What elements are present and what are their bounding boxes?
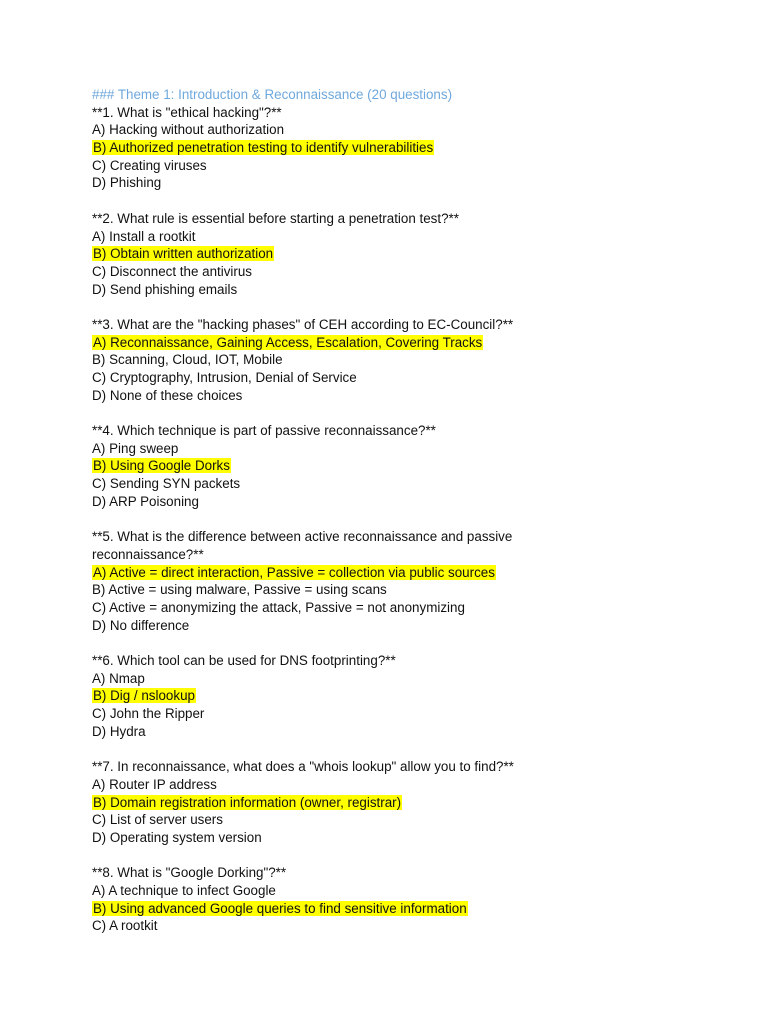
answer-option	[92, 228, 732, 246]
question-text: **8. What is "Google Dorking"?**	[92, 865, 287, 881]
option-text: B) Obtain written authorization	[93, 246, 274, 262]
answer-option	[92, 351, 732, 369]
option-text: C) Active = anonymizing the attack, Passive = not anonymizing	[92, 599, 465, 615]
option-text: C) Disconnect the antivirus	[92, 263, 253, 279]
answer-option	[92, 387, 732, 405]
option-text: A) Active = direct interaction, Passive = collection via public sources	[93, 564, 495, 580]
answer-option-correct	[92, 334, 732, 352]
answer-option-correct	[92, 564, 732, 582]
question-block	[92, 652, 732, 758]
option-text: A) Router IP address	[92, 776, 217, 792]
answer-option	[92, 475, 732, 493]
answer-option	[92, 493, 732, 511]
answer-option	[92, 776, 732, 794]
option-text: C) Cryptography, Intrusion, Denial of Service	[92, 370, 357, 385]
option-text: B) Using advanced Google queries to find sensitive information	[93, 900, 467, 916]
option-text: D) Send phishing emails	[92, 281, 238, 297]
option-text: B) Scanning, Cloud, IOT, Mobile	[92, 352, 283, 368]
option-text: B) Using Google Dorks	[93, 458, 230, 474]
answer-option	[92, 281, 732, 299]
option-text: A) A technique to infect Google	[92, 882, 276, 898]
spacer	[92, 847, 732, 865]
answer-option	[92, 811, 732, 829]
spacer	[92, 634, 732, 652]
question-block	[92, 758, 732, 864]
question-text: **2. What rule is essential before starting a penetration test?**	[92, 210, 459, 226]
answer-option-correct	[92, 245, 732, 263]
spacer	[92, 404, 732, 422]
answer-option-correct	[92, 457, 732, 475]
spacer	[92, 192, 732, 210]
option-text: B) Authorized penetration testing to identify vulnerabilities	[93, 140, 434, 156]
spacer	[92, 740, 732, 758]
spacer	[92, 298, 732, 316]
option-text: B) Domain registration information (owner, registrar)	[93, 794, 402, 810]
option-text: C) Creating viruses	[92, 157, 207, 173]
answer-option	[92, 157, 732, 175]
answer-option	[92, 723, 732, 741]
answer-option	[92, 121, 732, 139]
option-text: D) Phishing	[92, 175, 162, 191]
question-text: **6. Which tool can be used for DNS footprinting?**	[92, 653, 396, 668]
option-text: A) Install a rootkit	[92, 228, 196, 244]
question-text: **5. What is the difference between active reconnaissance and passive	[92, 529, 513, 545]
answer-option	[92, 440, 732, 458]
option-text: B) Dig / nslookup	[93, 688, 195, 704]
option-text: A) Nmap	[92, 670, 145, 686]
answer-option-correct	[92, 687, 732, 705]
option-text: C) Sending SYN packets	[92, 476, 241, 492]
option-text: A) Reconnaissance, Gaining Access, Escalation, Covering Tracks	[93, 334, 483, 350]
answer-option	[92, 670, 732, 688]
answer-option	[92, 174, 732, 192]
question-block	[92, 104, 732, 210]
answer-option-correct	[92, 900, 732, 918]
section-heading: ### Theme 1: Introduction & Reconnaissance (20 questions)	[92, 87, 453, 102]
answer-option-correct	[92, 794, 732, 812]
question-text: **3. What are the "hacking phases" of CEH according to EC-Council?**	[92, 316, 514, 332]
option-text: C) List of server users	[92, 812, 223, 828]
answer-option	[92, 917, 732, 935]
question-block	[92, 864, 732, 935]
spacer	[92, 511, 732, 529]
answer-option	[92, 581, 732, 599]
answer-option	[92, 617, 732, 635]
answer-option	[92, 369, 732, 387]
option-text: D) Operating system version	[92, 829, 262, 845]
question-text: **7. In reconnaissance, what does a "whois lookup" allow you to find?**	[92, 759, 514, 775]
question-block	[92, 422, 732, 528]
option-text: C) John the Ripper	[92, 706, 205, 722]
answer-option	[92, 263, 732, 281]
option-text: A) Hacking without authorization	[92, 122, 285, 138]
option-text: B) Active = using malware, Passive = using scans	[92, 582, 387, 598]
option-text: C) A rootkit	[92, 918, 158, 934]
document-content	[92, 86, 732, 935]
question-text: **1. What is "ethical hacking"?**	[92, 104, 282, 120]
option-text: D) ARP Poisoning	[92, 493, 199, 509]
question-text: **4. Which technique is part of passive reconnaissance?**	[92, 423, 436, 439]
question-text: reconnaissance?**	[92, 546, 204, 562]
option-text: D) Hydra	[92, 723, 146, 739]
question-block	[92, 210, 732, 316]
answer-option	[92, 882, 732, 900]
answer-option	[92, 705, 732, 723]
answer-option	[92, 599, 732, 617]
question-block	[92, 528, 732, 652]
answer-option-correct	[92, 139, 732, 157]
question-block	[92, 316, 732, 422]
option-text: A) Ping sweep	[92, 440, 179, 456]
option-text: D) No difference	[92, 617, 190, 633]
question-list	[92, 104, 732, 935]
answer-option	[92, 829, 732, 847]
option-text: D) None of these choices	[92, 387, 243, 403]
